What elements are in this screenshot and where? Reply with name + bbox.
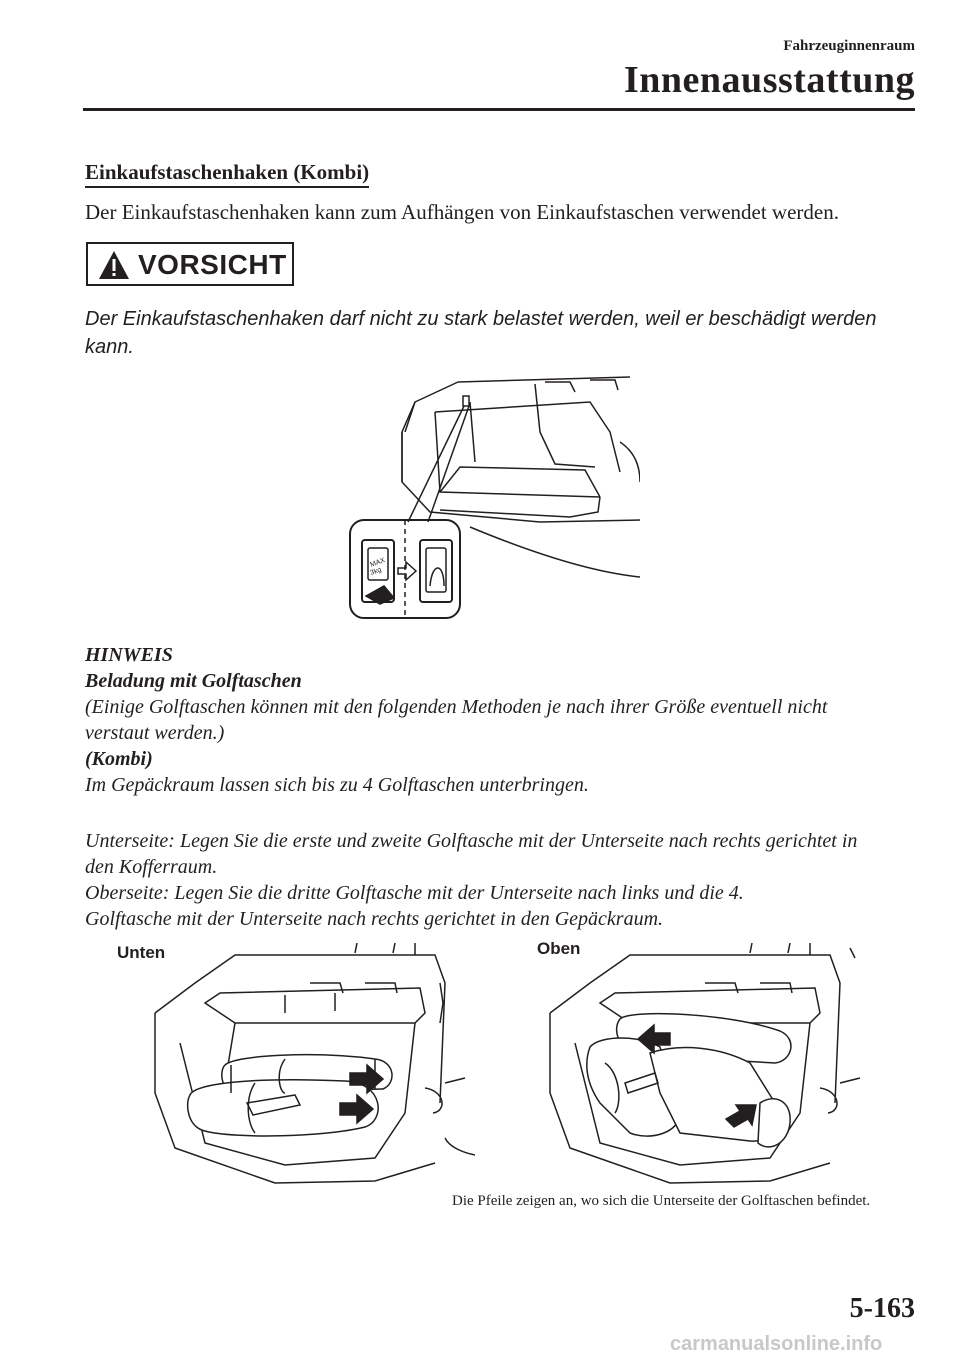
note-paren: (Einige Golftaschen können mit den folgenden Methoden je nach ihrer Größe eventuell nicht verstaut werden.) bbox=[85, 696, 828, 744]
hook-illustration bbox=[340, 372, 640, 622]
subsection-title: Einkaufstaschenhaken (Kombi) bbox=[85, 160, 369, 188]
warning-icon bbox=[98, 250, 130, 280]
figure-caption: Die Pfeile zeigen an, wo sich die Unterseite der Golftaschen befindet. bbox=[452, 1193, 871, 1209]
note-line1: Im Gepäckraum lassen sich bis zu 4 Golftaschen unterbringen. bbox=[85, 774, 589, 796]
page-number: 5-163 bbox=[849, 1293, 915, 1324]
footer-watermark: carmanualsonline.info bbox=[670, 1333, 883, 1355]
note-kombi: (Kombi) bbox=[85, 748, 153, 770]
chapter-title: Fahrzeuginnenraum bbox=[783, 38, 915, 54]
note-heading: HINWEIS bbox=[85, 644, 173, 666]
note-line3: Oberseite: Legen Sie die dritte Golftasche mit der Unterseite nach links und die 4. Golftasche mit der Unterseite nach rechts gerichtet in den Gepäckraum. bbox=[85, 882, 744, 930]
intro-text: Der Einkaufstaschenhaken kann zum Aufhängen von Einkaufstaschen verwendet werden. bbox=[85, 200, 839, 224]
trunk-illustration-unten bbox=[135, 943, 475, 1193]
hook-label-line1: MAX bbox=[369, 557, 387, 569]
warning-box bbox=[86, 242, 294, 286]
header-rule bbox=[83, 108, 915, 111]
label-unten: Unten bbox=[117, 943, 166, 962]
hook-label-line2: 3kg bbox=[369, 566, 383, 577]
warning-text: Der Einkaufstaschenhaken darf nicht zu stark belastet werden, weil er beschädigt werden kann. bbox=[85, 308, 877, 358]
warning-label: VORSICHT bbox=[138, 249, 287, 280]
note-subheading: Beladung mit Golftaschen bbox=[85, 670, 302, 692]
note-line2: Unterseite: Legen Sie die erste und zweite Golftasche mit der Unterseite nach rechts gerichtet in den Kofferraum. bbox=[85, 830, 858, 878]
section-title-header: Innenausstattung bbox=[624, 59, 915, 101]
trunk-illustration-oben bbox=[530, 943, 875, 1193]
label-oben: Oben bbox=[537, 939, 581, 958]
